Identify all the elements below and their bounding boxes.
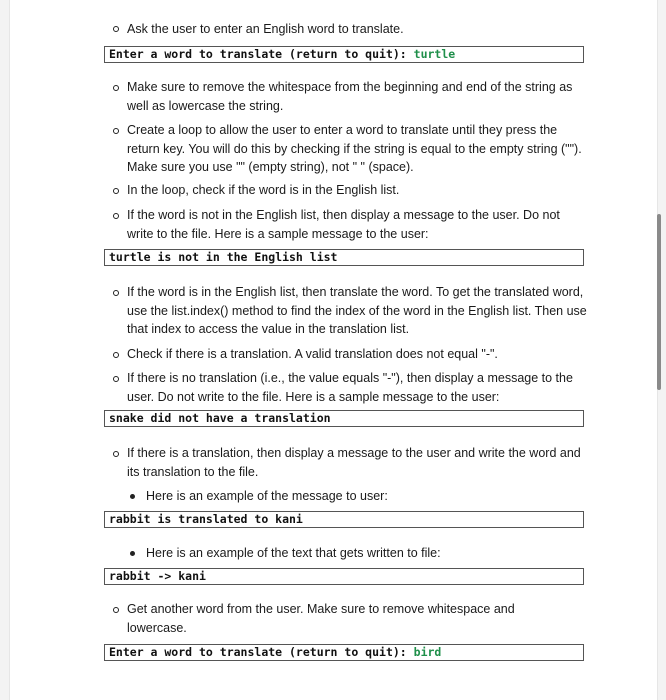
hollow-bullet-icon [113,26,119,32]
hollow-bullet-icon [113,451,119,457]
step-text: If the word is not in the English list, then display a message to the user. Do not write to the file. Here is a sample message to the user: [127,208,560,241]
step-text: If there is no translation (i.e., the value equals "-"), then display a message to the user. Do not write to the file. Here is a sample message to the user: [127,371,573,404]
prompt-label: Enter a word to translate (return to quit): [109,645,414,659]
filled-bullet-icon [130,551,135,556]
hollow-bullet-icon [113,376,119,382]
prompt-input: turtle [413,47,456,61]
code-text: snake did not have a translation [109,411,331,425]
step-check-list [127,181,587,200]
code-box-prompt-turtle [104,46,584,63]
hollow-bullet-icon [113,290,119,296]
step-strip-lowercase [127,78,587,115]
prompt-input: bird [413,645,442,659]
step-text: Ask the user to enter an English word to translate. [127,22,404,36]
step-text: Make sure to remove the whitespace from the beginning and end of the string as well as lowercase the string. [127,80,573,113]
step-no-translation [127,369,587,406]
code-text: turtle is not in the English list [109,250,338,264]
code-box-not-in-list [104,249,584,266]
sub-file-example [146,544,576,563]
prompt-label: Enter a word to translate (return to quit): [109,47,414,61]
sub-bullet-text: Here is an example of the message to user: [146,489,388,503]
step-create-loop [127,121,587,177]
sub-bullet-text: Here is an example of the text that gets written to file: [146,546,441,560]
step-text: If there is a translation, then display a message to the user and write the word and its translation to the file. [127,446,581,479]
code-text: rabbit -> kani [109,569,206,583]
filled-bullet-icon [130,494,135,499]
code-box-no-translation [104,410,584,427]
step-get-another-word [127,600,547,637]
step-text: In the loop, check if the word is in the English list. [127,183,400,197]
hollow-bullet-icon [113,213,119,219]
sub-message-example [146,487,576,506]
step-text: Get another word from the user. Make sure to remove whitespace and lowercase. [127,602,515,635]
code-box-translated [104,511,584,528]
step-text: If the word is in the English list, then translate the word. To get the translated word, use the list.index() method to find the index of the word in the English list. Then use that index to access the value in the translation list. [127,285,587,336]
code-text: rabbit is translated to kani [109,512,303,526]
step-ask-word [127,20,587,39]
step-text: Check if there is a translation. A valid translation does not equal "-". [127,347,498,361]
step-not-in-list [127,206,587,243]
step-has-translation [127,444,587,481]
vertical-scrollbar[interactable] [657,214,661,390]
step-translate-word [127,283,587,339]
step-text: Create a loop to allow the user to enter a word to translate until they press the return key. You will do this by checking if the string is equal to the empty string (""). Make sure you use "" (empty string), not " " (space). [127,123,582,174]
code-box-file-line [104,568,584,585]
code-box-prompt-bird [104,644,584,661]
hollow-bullet-icon [113,607,119,613]
hollow-bullet-icon [113,128,119,134]
hollow-bullet-icon [113,85,119,91]
hollow-bullet-icon [113,188,119,194]
hollow-bullet-icon [113,352,119,358]
step-check-translation [127,345,587,364]
